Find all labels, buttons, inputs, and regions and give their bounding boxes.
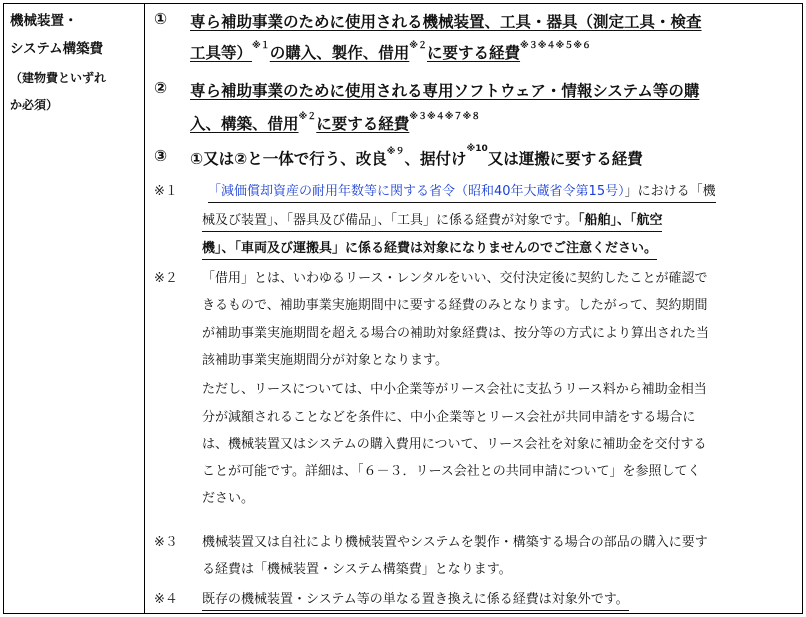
category-sub-line2: か必須）	[10, 98, 59, 112]
note-1-line3: 機」、「車両及び運搬具」に係る経費は対象になりませんのでご注意ください。	[202, 241, 657, 260]
note-2-line3: が補助事業実施期間を超える場合の補助対象経費は、按分等の方式により算出された当	[202, 326, 710, 341]
item-2-line1: 補助事業のために使用される専用ソフトウェア・情報システム等の購	[221, 82, 700, 100]
note-mark: ※４	[154, 592, 178, 607]
footnote-ref: ※１	[252, 41, 270, 51]
footnote-ref: ※２	[409, 41, 428, 51]
note-mark: ※１	[154, 184, 178, 199]
note-2-line8: ことが可能です。詳細は、「６－３．リース会社との共同申請について」を参照してく	[202, 464, 701, 479]
note-2-line7: は、機械装置又はシステムの購入費用について、リース会社を対象に補助金を交付する	[202, 437, 707, 452]
item-number: ③	[154, 147, 168, 165]
note-2-line1: 「借用」とは、いわゆるリース・レンタルをいい、交付決定後に契約したことが確認で	[202, 271, 708, 286]
note-2-line2: きるもので、補助事業実施期間中に要する経費のみとなります。したがって、契約期間	[202, 298, 708, 313]
item-number: ②	[154, 79, 168, 97]
category-cell	[10, 7, 138, 119]
footnote-ref: ※３※４※５※６	[520, 41, 592, 51]
category-title-line2: システム構築費	[10, 41, 104, 57]
category-sub-line1: （建物費といずれ	[10, 71, 107, 85]
item-1-line2a: 工具等）	[190, 44, 253, 62]
footnote-ref: ※９	[386, 147, 405, 157]
note-mark: ※２	[154, 271, 178, 286]
item-2-line2a: 入、構築、借用	[190, 115, 299, 133]
note-1-line2a: 械及び装置」、「器具及び備品」、「工具」に係る経費が対象です。	[202, 213, 578, 232]
column-divider	[144, 3, 145, 614]
item-3-text-c: 又は運搬に要する経費	[487, 150, 643, 168]
note-mark: ※３	[154, 535, 178, 550]
note-2-line9: ださい。	[202, 491, 255, 506]
item-1-emphasis: 専ら	[190, 13, 222, 31]
note-1-line1: 」における「機	[625, 184, 716, 203]
item-3-text-a: ①又は②と一体で行う、改良	[190, 150, 387, 168]
item-1-line2c: に要する経費	[427, 44, 521, 62]
note-1-line2b: 「船舶」、「航空	[578, 213, 663, 232]
item-2-line2b: に要する経費	[316, 115, 410, 133]
category-title-line1: 機械装置・	[10, 13, 78, 29]
note-3-line1: 機械装置又は自社により機械装置やシステムを製作・構築する場合の部品の購入に要す	[202, 535, 708, 550]
item-number: ①	[154, 10, 168, 28]
footnote-ref: ※10	[466, 144, 488, 154]
item-1-line1: 補助事業のために使用される機械装置、工具・器具（測定工具・検査	[221, 13, 702, 31]
item-2-emphasis: 専ら	[190, 82, 222, 100]
item-1-line2b: の購入、製作、借用	[269, 44, 410, 62]
footnote-ref: ※２	[298, 112, 317, 122]
note-4-line1: 既存の機械装置・システム等の単なる置き換えに係る経費は対象外です。	[202, 592, 629, 611]
item-3-text-b: 、据付け	[404, 150, 467, 168]
note-2-line6: 分が減額されることなどを条件に、中小企業等とリース会社が共同申請をする場合に	[202, 410, 696, 425]
law-reference-link[interactable]: 「減価償却資産の耐用年数等に関する省令（昭和40年大蔵省令第15号）	[208, 184, 625, 203]
note-3-line2: る経費は「機械装置・システム構築費」となります。	[202, 562, 512, 577]
note-2-line4: 該補助事業実施期間分が対象となります。	[202, 353, 448, 368]
footnote-ref: ※３※４※７※８	[409, 112, 481, 122]
note-2-line5: ただし、リースについては、中小企業等がリース会社に支払うリース料から補助金相当	[202, 382, 707, 397]
